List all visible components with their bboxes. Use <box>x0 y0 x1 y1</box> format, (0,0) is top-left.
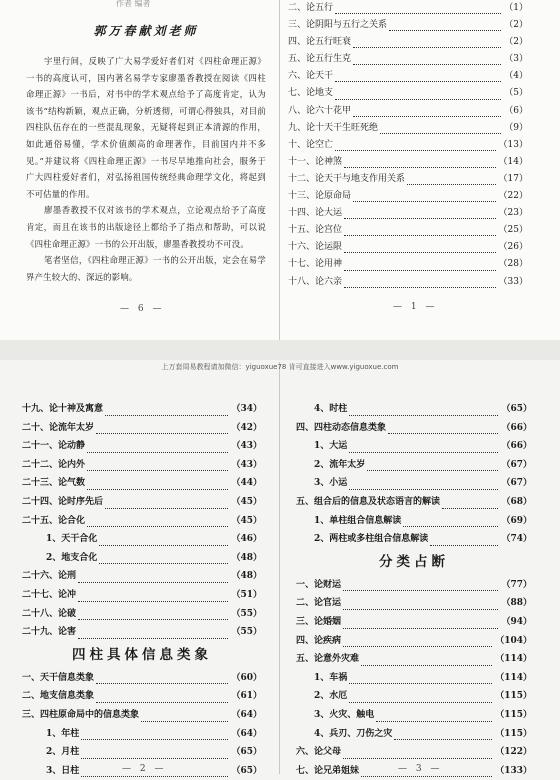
toc-entry <box>288 68 528 85</box>
toc-entry-title: 四、四柱动态信息类象 <box>296 422 387 433</box>
dot-leader <box>99 562 228 564</box>
toc-entry-title: 2、流年太岁 <box>314 459 366 470</box>
toc-entry <box>296 474 532 493</box>
toc-entry-page: （2） <box>504 37 528 48</box>
toc-entry <box>296 632 532 651</box>
toc-entry-title: 一、论财运 <box>296 579 342 590</box>
page-number: — 3 — <box>398 764 443 774</box>
dot-leader <box>105 507 228 509</box>
toc-entry-page: （44） <box>231 478 262 489</box>
toc-entry-title: 十、论空亡 <box>288 139 334 150</box>
toc-entry-title: 九、论十天干生旺死绝 <box>288 122 379 133</box>
dot-leader <box>349 488 498 490</box>
toc-entry-title: 五、论五行生克 <box>288 54 352 65</box>
toc-entry-page: （115） <box>495 728 532 739</box>
toc-entry <box>22 530 262 549</box>
toc-entry-page: （48） <box>231 571 262 582</box>
toc-entry-page: （64） <box>231 709 262 720</box>
toc-entry <box>288 17 528 34</box>
toc-entry-page: （46） <box>231 534 262 545</box>
toc-entry-page: （1） <box>504 3 528 13</box>
toc-entry-title: 3、小运 <box>314 478 348 489</box>
toc-entry <box>288 188 528 205</box>
toc-bottom-left <box>22 400 262 780</box>
dot-leader <box>81 775 228 777</box>
dot-leader <box>78 618 228 620</box>
toc-entry-title: 2、月柱 <box>46 747 80 758</box>
toc-entry <box>296 650 532 669</box>
dot-leader <box>442 507 498 509</box>
toc-entry <box>22 605 262 624</box>
toc-entry <box>22 586 262 605</box>
dot-leader <box>78 637 228 639</box>
toc-entry <box>288 85 528 102</box>
dot-leader <box>349 701 492 703</box>
toc-entry-page: （67） <box>501 478 532 489</box>
toc-entry-title: 十六、论运限 <box>288 242 343 253</box>
dot-leader <box>96 682 228 684</box>
dot-leader <box>335 12 501 14</box>
toc-entry-title: 十三、论原命局 <box>288 191 352 202</box>
dot-leader <box>361 664 492 666</box>
toc-entry <box>288 137 528 154</box>
dot-leader <box>141 720 228 722</box>
toc-entry <box>288 239 528 256</box>
toc-top-right <box>288 0 528 291</box>
dot-leader <box>105 414 228 416</box>
dot-leader <box>353 63 501 65</box>
toc-entry-title: 2、地支合化 <box>46 552 98 563</box>
dot-leader <box>353 115 501 117</box>
toc-entry-page: （25） <box>498 225 528 236</box>
dot-leader <box>344 166 496 168</box>
toc-entry-title: 4、时柱 <box>314 404 348 414</box>
page-separator <box>0 340 560 360</box>
dot-leader <box>343 645 492 647</box>
section-heading: 分类占断 <box>379 553 449 570</box>
dot-leader <box>430 544 498 546</box>
toc-entry-title: 二十、论流年太岁 <box>22 422 95 433</box>
dot-leader <box>96 701 228 703</box>
toc-entry-page: （26） <box>498 242 528 253</box>
toc-entry-title: 四、论五行旺衰 <box>288 37 352 48</box>
toc-entry-page: （51） <box>231 589 262 600</box>
toc-entry <box>296 400 532 419</box>
toc-entry <box>288 205 528 222</box>
toc-entry-title: 二十五、论合化 <box>22 515 86 526</box>
spine-divider-top <box>279 0 280 340</box>
dot-leader <box>349 414 498 416</box>
toc-entry-title: 三、论阴阳与五行之关系 <box>288 20 388 31</box>
toc-entry-page: （77） <box>501 579 532 590</box>
toc-entry-title: 二十八、论破 <box>22 608 77 619</box>
dot-leader <box>353 200 496 202</box>
toc-entry-title: 2、水厄 <box>314 691 348 702</box>
preface-paragraph: 廖墨香教授不仅对该书的学术观点，立论观点给予了高度肯定，而且在该书的出版途径上都给予了指点和帮助，可以说《四柱命理正源》一书的公开出版，廖墨香教授功不可没。 <box>26 205 266 249</box>
page-number: — 2 — <box>122 764 167 774</box>
toc-entry-title: 五、组合后的信息及状态语言的解读 <box>296 496 441 507</box>
spine-divider-bottom <box>279 362 280 774</box>
dot-leader <box>349 682 492 684</box>
toc-entry-page: （34） <box>231 404 262 414</box>
toc-entry-title: 二、论官运 <box>296 598 342 609</box>
dot-leader <box>87 525 228 527</box>
toc-entry <box>288 154 528 171</box>
toc-entry-title: 二十一、论动静 <box>22 441 86 452</box>
toc-entry-page: （133） <box>495 765 532 776</box>
toc-entry <box>296 743 532 762</box>
toc-entry-title: 三、四柱原命局中的信息类象 <box>22 709 140 720</box>
dot-leader <box>335 149 496 151</box>
toc-entry <box>22 474 262 493</box>
toc-entry-page: （67） <box>501 459 532 470</box>
toc-entry-title: 五、论意外灾难 <box>296 654 360 665</box>
toc-entry-page: （6） <box>504 105 528 116</box>
dot-leader <box>349 451 498 453</box>
toc-entry-page: （3） <box>504 54 528 65</box>
toc-entry-title: 十七、论用神 <box>288 259 343 270</box>
toc-entry <box>22 669 262 688</box>
toc-entry <box>288 103 528 120</box>
toc-entry-title: 八、论六十花甲 <box>288 105 352 116</box>
dot-leader <box>407 183 496 185</box>
toc-entry-page: （114） <box>495 672 532 683</box>
toc-entry-title: 十一、论神煞 <box>288 156 343 167</box>
toc-entry-page: （74） <box>501 534 532 545</box>
toc-entry-page: （42） <box>231 422 262 433</box>
dot-leader <box>87 451 228 453</box>
toc-entry-title: 二十九、论害 <box>22 627 77 638</box>
toc-entry-title: 1、年柱 <box>46 728 80 739</box>
toc-entry <box>22 456 262 475</box>
toc-entry-page: （88） <box>501 598 532 609</box>
watermark-text: 上万套周易教程请加微信：yiguoxue78 肯可直接进入www.yiguoxue.com <box>161 363 399 371</box>
toc-bottom-right <box>296 400 532 780</box>
toc-entry <box>288 120 528 137</box>
toc-entry <box>22 549 262 568</box>
dot-leader <box>344 286 496 288</box>
toc-entry <box>296 687 532 706</box>
toc-entry <box>296 419 532 438</box>
toc-entry-title: 2、两柱或多柱组合信息解读 <box>314 534 429 545</box>
toc-entry-page: （60） <box>231 672 262 683</box>
toc-entry-page: （55） <box>231 627 262 638</box>
page-number: — 6 — <box>120 304 165 314</box>
toc-entry-page: （43） <box>231 441 262 452</box>
dot-leader <box>335 80 501 82</box>
toc-entry-title: 二、论五行 <box>288 3 334 13</box>
toc-entry <box>22 743 262 762</box>
toc-entry <box>288 0 528 17</box>
section-heading: 四柱具体信息类象 <box>72 646 212 663</box>
dot-leader <box>87 488 228 490</box>
toc-entry <box>288 171 528 188</box>
toc-entry-page: （5） <box>504 88 528 99</box>
toc-entry <box>296 512 532 531</box>
toc-entry-page: （9） <box>504 122 528 133</box>
toc-entry <box>22 687 262 706</box>
toc-entry-page: （43） <box>231 459 262 470</box>
toc-entry <box>296 576 532 595</box>
toc-entry-page: （64） <box>231 728 262 739</box>
dot-leader <box>344 269 496 271</box>
preface-paragraph: 宇里行间，反映了广大易学爱好者们对《四柱命理正源》一书的高度认可，国内著名易学专家廖墨香教授在阅读《四柱命理正源》一书后，对书中的学术观点给予了高度肯定，认为该书“结构新颖，观点正确，分析透彻，可谓心得独具，对目前四柱队伍存在的一些混乱现象，无疑将起到正本清源的作用，如此通俗易懂，学术价值颇高的命理著作，目前国内并不多见。”并建议将《四柱命理正源》一书尽早地推向社会，服务于广大四柱爱好者们，对弘扬祖国传统经典命理学文化，将起到不可估量的作用。 <box>26 56 266 199</box>
toc-entry-title: 1、车祸 <box>314 672 348 683</box>
toc-entry-page: （33） <box>498 276 528 287</box>
toc-entry-title: 十二、论天干与地支作用关系 <box>288 173 406 184</box>
toc-entry-title: 1、大运 <box>314 441 348 452</box>
toc-entry-title: 二十七、论冲 <box>22 589 77 600</box>
toc-entry-title: 十八、论六亲 <box>288 276 343 287</box>
dot-leader <box>87 469 228 471</box>
toc-entry-page: （94） <box>501 616 532 627</box>
dot-leader <box>403 525 498 527</box>
preface-title: 郭万春献刘老师 <box>93 24 199 38</box>
toc-entry-page: （13） <box>498 139 528 150</box>
toc-entry-title: 1、天干合化 <box>46 534 98 545</box>
dot-leader <box>394 738 492 740</box>
toc-entry <box>288 222 528 239</box>
toc-entry-title: 二十四、论时序先后 <box>22 496 104 507</box>
toc-entry-page: （115） <box>495 691 532 702</box>
toc-entry-title: 十五、论宫位 <box>288 225 343 236</box>
preface-page <box>26 0 266 285</box>
dot-leader <box>78 581 228 583</box>
toc-entry <box>22 493 262 512</box>
toc-entry-page: （17） <box>498 173 528 184</box>
dot-leader <box>344 234 496 236</box>
toc-entry <box>296 456 532 475</box>
toc-entry <box>288 34 528 51</box>
dot-leader <box>388 432 498 434</box>
dot-leader <box>78 600 228 602</box>
dot-leader <box>343 757 492 759</box>
toc-entry-page: （22） <box>498 191 528 202</box>
toc-entry <box>288 256 528 273</box>
toc-entry-page: （23） <box>498 208 528 219</box>
toc-entry-title: 二、地支信息类象 <box>22 691 95 702</box>
dot-leader <box>99 544 228 546</box>
toc-entry <box>296 725 532 744</box>
dot-leader <box>389 29 501 31</box>
toc-entry <box>22 400 262 419</box>
toc-entry-title: 十四、论大运 <box>288 208 343 219</box>
toc-entry-page: （45） <box>231 496 262 507</box>
toc-entry <box>296 530 532 549</box>
dot-leader <box>335 98 501 100</box>
dot-leader <box>343 589 498 591</box>
toc-entry-page: （65） <box>501 404 532 414</box>
toc-entry <box>296 594 532 613</box>
toc-entry-title: 二十六、论刑 <box>22 571 77 582</box>
toc-entry-page: （45） <box>231 515 262 526</box>
toc-entry-page: （14） <box>498 156 528 167</box>
toc-entry-title: 四、论疾病 <box>296 635 342 646</box>
toc-entry-page: （48） <box>231 552 262 563</box>
dot-leader <box>81 757 228 759</box>
toc-entry <box>22 419 262 438</box>
toc-entry <box>296 706 532 725</box>
toc-entry-page: （66） <box>501 441 532 452</box>
dot-leader <box>343 627 498 629</box>
dot-leader <box>96 432 228 434</box>
toc-entry-title: 4、兵刃、刀伤之灾 <box>314 728 393 739</box>
toc-entry-title: 3、火灾、触电 <box>314 709 375 720</box>
toc-entry <box>22 706 262 725</box>
toc-entry-page: （68） <box>501 496 532 507</box>
toc-entry-title: 一、天干信息类象 <box>22 672 95 683</box>
toc-entry-title: 七、论地支 <box>288 88 334 99</box>
toc-entry <box>22 567 262 586</box>
dot-leader <box>81 738 228 740</box>
toc-entry-title: 1、单柱组合信息解读 <box>314 515 402 526</box>
toc-entry-title: 三、论婚姻 <box>296 616 342 627</box>
dot-leader <box>367 469 498 471</box>
toc-entry-page: （104） <box>495 635 532 646</box>
toc-entry-page: （65） <box>231 747 262 758</box>
dot-leader <box>361 775 492 777</box>
toc-entry-title: 六、论父母 <box>296 747 342 758</box>
toc-entry <box>296 669 532 688</box>
toc-entry-title: 二十二、论内外 <box>22 459 86 470</box>
toc-entry-page: （28） <box>498 259 528 270</box>
toc-entry <box>22 512 262 531</box>
toc-entry-page: （65） <box>231 765 262 776</box>
toc-entry <box>288 274 528 291</box>
toc-entry <box>22 623 262 642</box>
toc-entry-title: 十九、论十神及寓意 <box>22 404 104 414</box>
toc-entry-page: （114） <box>495 654 532 665</box>
toc-entry-page: （66） <box>501 422 532 433</box>
toc-entry <box>296 613 532 632</box>
dot-leader <box>353 46 501 48</box>
preface-paragraph: 笔者坚信，《四柱命理正源》一书的公开出版，定会在易学界产生较大的、深远的影响。 <box>26 255 266 282</box>
toc-entry-page: （115） <box>495 709 532 720</box>
toc-entry-page: （2） <box>504 20 528 31</box>
page-number: — 1 — <box>393 302 438 312</box>
toc-entry-title: 3、日柱 <box>46 765 80 776</box>
toc-entry <box>22 437 262 456</box>
dot-leader <box>343 608 498 610</box>
dot-leader <box>380 132 501 134</box>
toc-entry-title: 二十三、论气数 <box>22 478 86 489</box>
toc-entry <box>288 51 528 68</box>
toc-entry-page: （55） <box>231 608 262 619</box>
toc-entry-title: 七、论兄弟姐妹 <box>296 765 360 776</box>
toc-entry <box>296 493 532 512</box>
toc-entry <box>296 437 532 456</box>
toc-entry-page: （122） <box>495 747 532 758</box>
toc-entry-page: （61） <box>231 691 262 702</box>
toc-entry <box>22 725 262 744</box>
dot-leader <box>376 720 492 722</box>
toc-entry-page: （4） <box>504 71 528 82</box>
dot-leader <box>344 251 496 253</box>
toc-entry-page: （69） <box>501 515 532 526</box>
toc-entry-title: 六、论天干 <box>288 71 334 82</box>
preface-top-fragment: 作者 编者 <box>116 0 151 8</box>
dot-leader <box>344 217 496 219</box>
